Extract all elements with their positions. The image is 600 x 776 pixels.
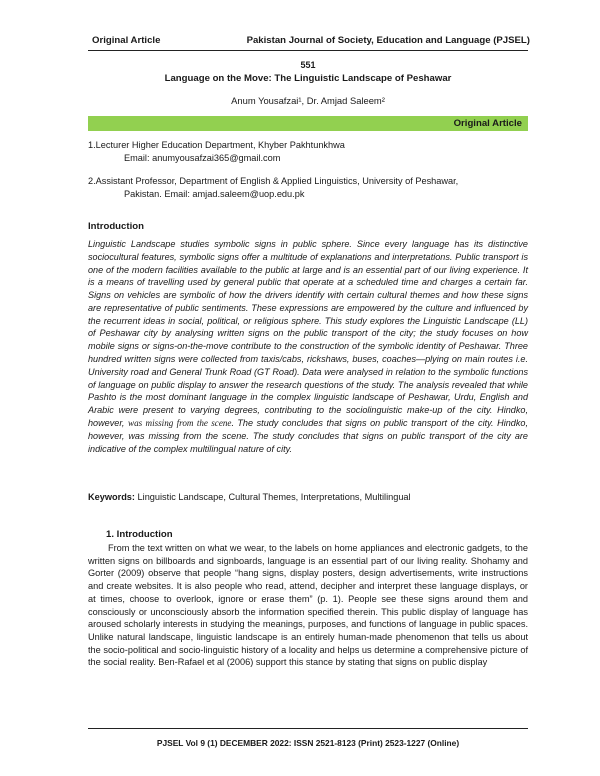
abstract-heading: Introduction <box>88 221 144 232</box>
abstract-text-part2: The study concludes that signs on public transport of the city. Hindko, however, was missing from the scene. The study concludes that signs on public transport of the city are indicative of the complex multilingual nature of city. <box>88 417 528 454</box>
section-1-heading: 1. Introduction <box>106 529 173 540</box>
footer-citation: PJSEL Vol 9 (1) DECEMBER 2022: ISSN 2521-8123 (Print) 2523-1227 (Online) <box>156 738 460 748</box>
keywords-label: Keywords: <box>88 492 135 502</box>
page-number: 551 <box>300 60 316 70</box>
article-type-label: Original Article <box>453 118 522 129</box>
abstract-text <box>88 238 528 455</box>
affiliation-1 <box>88 139 528 164</box>
section-1-paragraph: From the text written on what we wear, to the labels on home appliances and electronic gadgets, to the written signs on billboards and signboards, language is an essential part of our living reality. Shohamy and Gorter (2009) observe that people “hang signs, display posters, design advertisements, write instructions and create websites. It is also people who read, attend, decipher and interpret these language displays, or at times, choose to overlook, ignore or erase them” (p. 1). People see these signs around them and consciously or unconsciously absorb the information specified therein. This public display of language has aroused scholarly interests in studying the meanings, purposes, and functions of language in public spaces. Unlike natural landscape, linguistic landscape is an entirely human-made phenomenon that tells us about the socio-political and socio-linguistic history of a locality and helps us determine a comprehensive picture of the social reality. Ben-Rafael et al (2006) support this stance by stating that signs on public display <box>88 543 528 668</box>
paper-title: Language on the Move: The Linguistic Landscape of Peshawar <box>164 73 452 84</box>
article-type-banner <box>88 116 528 131</box>
abstract-text-part1: Linguistic Landscape studies symbolic signs in public sphere. Since every language has its distinctive sociocultural features, symbolic signs offer a multitude of explanations and interpretations. Public transport is one of the modern facilities available to the public at large and is an essential part of our living experience. It is a means of travelling used by general public that operate at a scheduled time and charges a certain far. Signs on vehicles are symbolic of how the drivers identify with certain cultural themes and how these signs are representative of public sentiments. These expressions are empowered by the culture and influenced by the recurrent ideas in social, political, or religious sphere. This study explores the Linguistic Landscape (LL) of Peshawar city by analysing written signs on the public transport of the city; the study focuses on how mobile signs or signs-on-the-move contribute to the construction of the symbolic identity of Peshawar. Three hundred written signs were collected from taxis/cabs, rickshaws, buses, coaches—plying on main routes i.e. University road and General Trunk Road (GT Road). Data were analysed in relation to the symbolic functions of language on public display to answer the research questions of the study. The analysis revealed that while Pashto is the most dominant language in the complex linguistic landscape of Peshawar, Urdu, English and Arabic were present to varying degrees, contributing to the sociolinguistic make-up of the city. Hindko, however, <box>88 239 528 428</box>
footer-rule <box>88 728 528 729</box>
affiliation-2-line1: 2.Assistant Professor, Department of English & Applied Linguistics, University of Peshawar, <box>88 176 459 186</box>
keywords <box>88 492 528 502</box>
header-article-type: Original Article <box>92 35 161 46</box>
header-journal-name: Pakistan Journal of Society, Education and Language (PJSEL) <box>246 35 530 46</box>
affiliation-2 <box>88 175 528 200</box>
keywords-list: Linguistic Landscape, Cultural Themes, Interpretations, Multilingual <box>134 492 411 502</box>
affiliation-2-email: Pakistan. Email: amjad.saleem@uop.edu.pk <box>124 188 305 199</box>
header-rule <box>88 50 528 51</box>
paper-authors: Anum Yousafzai¹, Dr. Amjad Saleem² <box>231 95 385 106</box>
affiliation-1-email: Email: anumyousafzai365@gmail.com <box>124 152 281 163</box>
affiliation-1-line1: 1.Lecturer Higher Education Department, Khyber Pakhtunkhwa <box>88 140 345 150</box>
abstract-text-serif: was missing from the scene. <box>128 417 234 428</box>
